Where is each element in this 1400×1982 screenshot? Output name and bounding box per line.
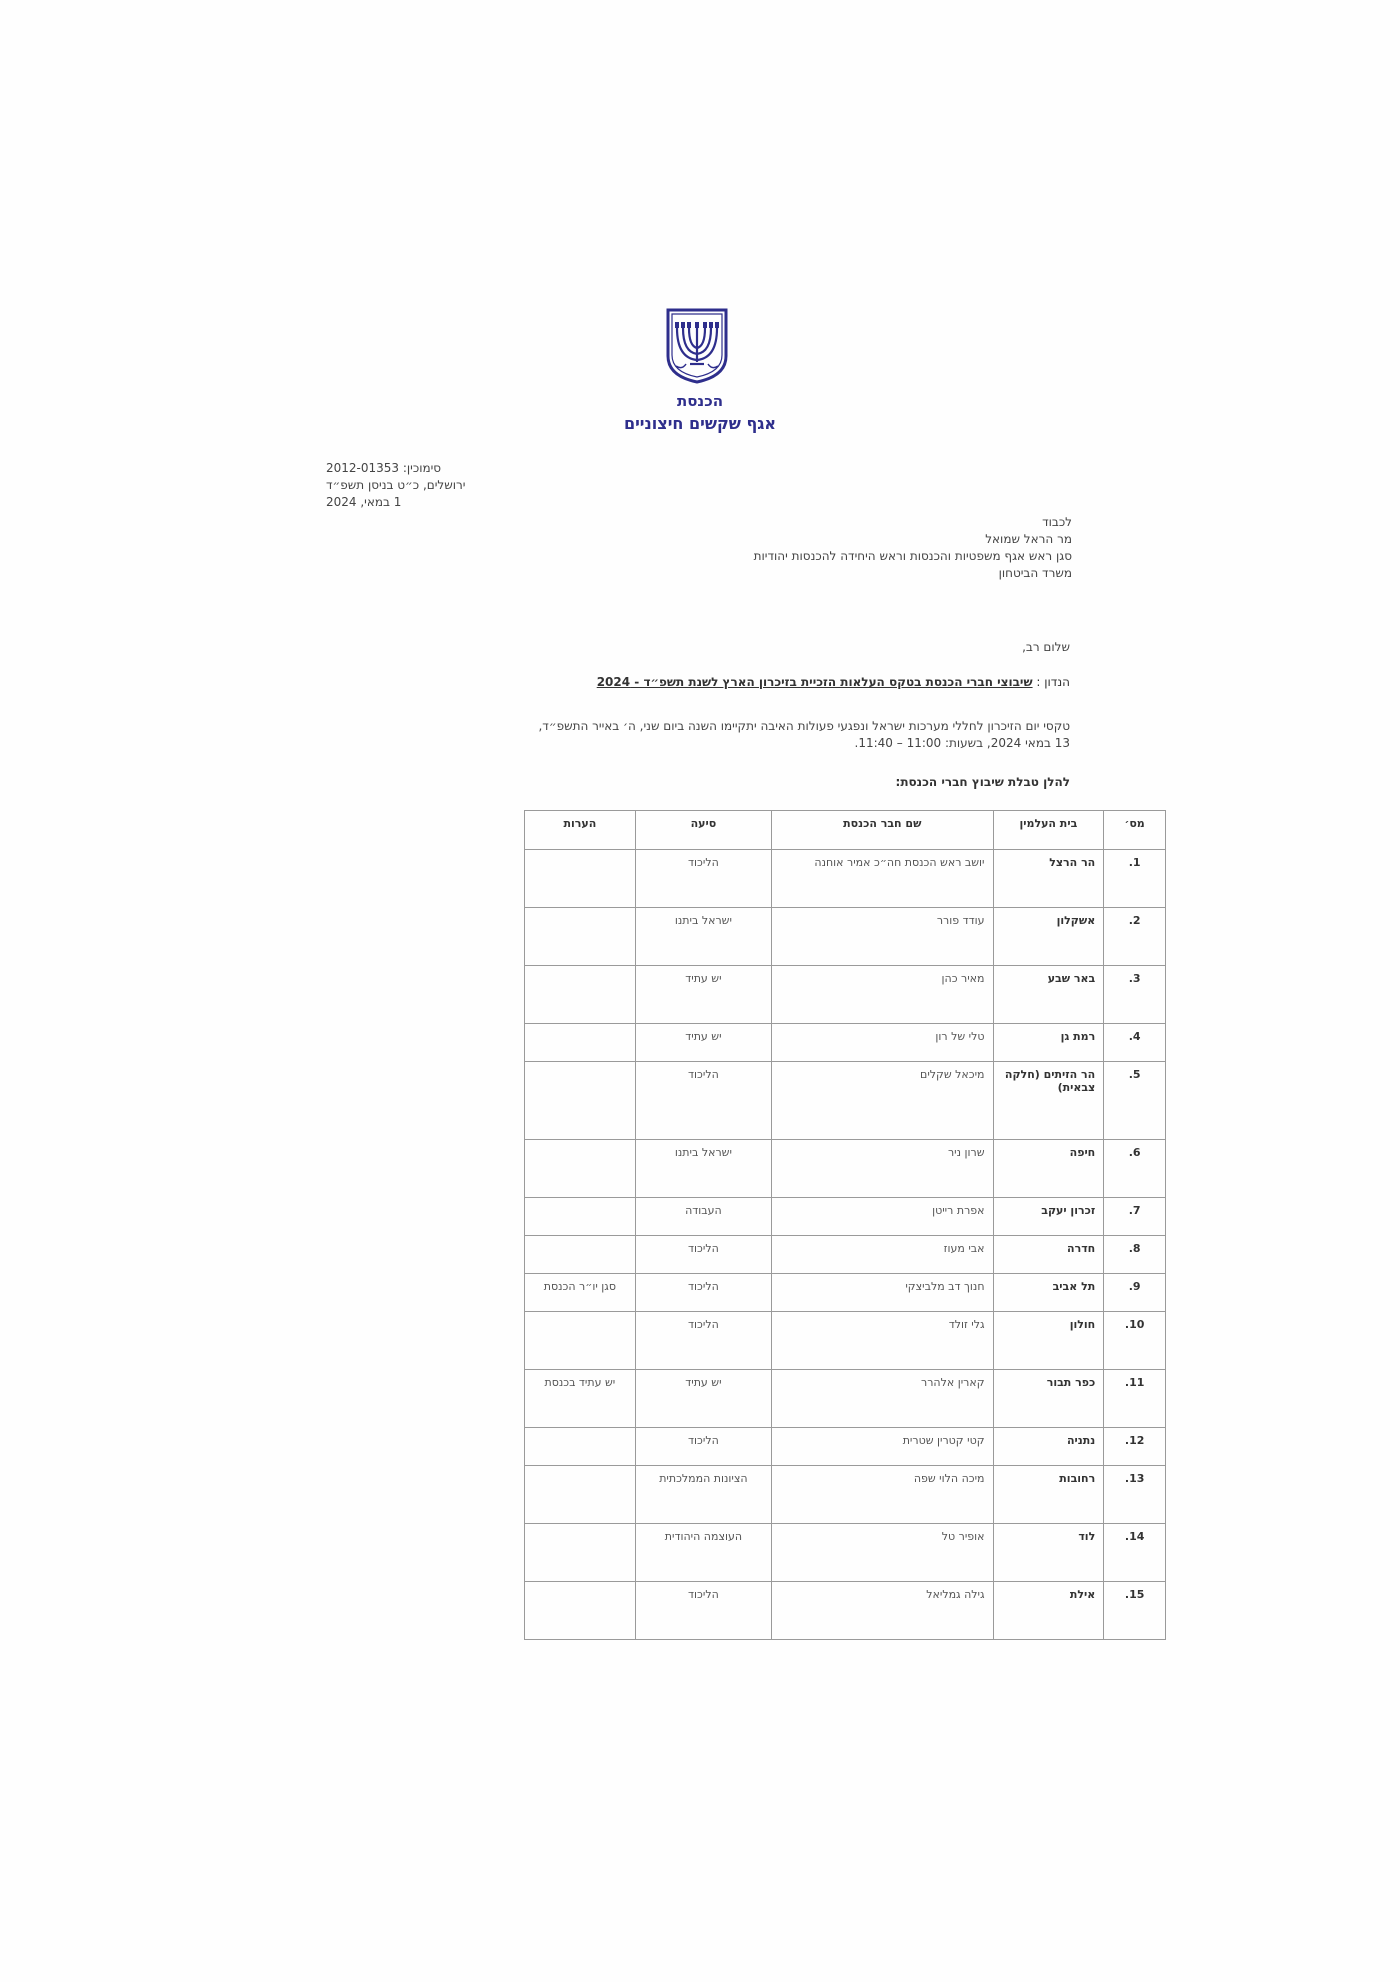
cell-party: העבודה: [635, 1198, 771, 1236]
cell-party: הליכוד: [635, 1062, 771, 1140]
recipient-to: לכבוד: [1042, 515, 1072, 529]
cell-notes: [525, 1140, 636, 1198]
cell-num: 7.: [1104, 1198, 1166, 1236]
cell-member-name: מאיר כהן: [772, 966, 993, 1024]
cell-place: כפר תבור: [993, 1370, 1104, 1428]
cell-place: נתניה: [993, 1428, 1104, 1466]
cell-notes: [525, 1062, 636, 1140]
table-body: [525, 850, 1166, 1640]
cell-num: 2.: [1104, 908, 1166, 966]
cell-party: הליכוד: [635, 1312, 771, 1370]
table-row: [525, 1274, 1166, 1312]
cell-place: הר הרצל: [993, 850, 1104, 908]
cell-num: 3.: [1104, 966, 1166, 1024]
cell-notes: [525, 908, 636, 966]
cell-party: הליכוד: [635, 850, 771, 908]
cell-member-name: מיכאל שקלים: [772, 1062, 993, 1140]
cell-place: הר הזיתים (חלקה צבאית): [993, 1062, 1104, 1140]
hebrew-date: ירושלים, כ״ט בניסן תשפ״ד: [326, 478, 466, 492]
cell-notes: [525, 1236, 636, 1274]
cell-party: יש עתיד: [635, 1370, 771, 1428]
body-paragraph: [310, 718, 1070, 752]
cell-member-name: אבי מעוז: [772, 1236, 993, 1274]
cell-notes: סגן יו״ר הכנסת: [525, 1274, 636, 1312]
cell-member-name: אפרת רייטן: [772, 1198, 993, 1236]
cell-member-name: עודד פורר: [772, 908, 993, 966]
cell-notes: [525, 1198, 636, 1236]
table-header-row: [525, 811, 1166, 850]
cell-member-name: מיכה הלוי שפה: [772, 1466, 993, 1524]
list-intro: להלן טבלת שיבוץ חברי הכנסת:: [895, 775, 1070, 789]
cell-place: זכרון יעקב: [993, 1198, 1104, 1236]
recipient-office: משרד הביטחון: [998, 566, 1072, 580]
cell-place: אשקלון: [993, 908, 1104, 966]
header-num: מס׳: [1104, 811, 1166, 850]
cell-place: אילת: [993, 1582, 1104, 1640]
cell-member-name: יושב ראש הכנסת חה״כ אמיר אוחנה: [772, 850, 993, 908]
cell-notes: [525, 850, 636, 908]
header-party: סיעה: [635, 811, 771, 850]
cell-place: לוד: [993, 1524, 1104, 1582]
cell-party: ישראל ביתנו: [635, 1140, 771, 1198]
table-row: [525, 1236, 1166, 1274]
cell-member-name: טלי של רון: [772, 1024, 993, 1062]
table-row: [525, 966, 1166, 1024]
body-line-1: טקסי יום הזיכרון לחללי מערכות ישראל ונפגעי פעולות האיבה יתקיימו השנה ביום שני, ה׳ באייר התשפ״ד,: [538, 719, 1070, 733]
cell-num: 14.: [1104, 1524, 1166, 1582]
recipient-title: סגן ראש אגף משפטיות והכנסות וראש היחידה להכנסות יהודיות: [753, 549, 1072, 563]
cell-party: הציונות הממלכתית: [635, 1466, 771, 1524]
cell-member-name: קארין אלהרר: [772, 1370, 993, 1428]
cell-place: רחובות: [993, 1466, 1104, 1524]
cell-place: באר שבע: [993, 966, 1104, 1024]
org-department: אגף שקשים חיצוניים: [623, 414, 777, 433]
cell-member-name: גילה גמליאל: [772, 1582, 993, 1640]
table-row: [525, 1062, 1166, 1140]
members-table-wrapper: [524, 810, 1166, 1640]
cell-party: יש עתיד: [635, 1024, 771, 1062]
reference-number: סימוכין: 2012-01353: [326, 461, 442, 475]
table-row: [525, 1466, 1166, 1524]
recipient-name: מר הראל שמואל: [985, 532, 1072, 546]
header-place: בית העלמין: [993, 811, 1104, 850]
cell-party: הליכוד: [635, 1236, 771, 1274]
cell-num: 10.: [1104, 1312, 1166, 1370]
table-row: [525, 1140, 1166, 1198]
gregorian-date: 1 במאי, 2024: [326, 495, 402, 509]
cell-member-name: שרון ניר: [772, 1140, 993, 1198]
cell-place: תל אביב: [993, 1274, 1104, 1312]
cell-notes: [525, 966, 636, 1024]
cell-member-name: קטי קטרין שטרית: [772, 1428, 993, 1466]
cell-num: 1.: [1104, 850, 1166, 908]
body-line-2: 13 במאי 2024, בשעות: 11:00 – 11:40.: [854, 736, 1070, 750]
state-emblem-icon: [662, 306, 732, 384]
table-row: [525, 1524, 1166, 1582]
cell-party: ישראל ביתנו: [635, 908, 771, 966]
cell-num: 11.: [1104, 1370, 1166, 1428]
subject-text: שיבוצי חברי הכנסת בטקס העלאות הזכיית בזיכרון הארץ לשנת תשפ״ד - 2024: [596, 675, 1033, 689]
cell-party: יש עתיד: [635, 966, 771, 1024]
cell-notes: [525, 1582, 636, 1640]
table-row: [525, 1198, 1166, 1236]
cell-member-name: גלי זולד: [772, 1312, 993, 1370]
cell-place: חדרה: [993, 1236, 1104, 1274]
cell-num: 6.: [1104, 1140, 1166, 1198]
cell-place: חיפה: [993, 1140, 1104, 1198]
cell-member-name: חנוך דב מלביצקי: [772, 1274, 993, 1312]
table-row: [525, 850, 1166, 908]
cell-member-name: אופיר טל: [772, 1524, 993, 1582]
cell-notes: [525, 1466, 636, 1524]
cell-notes: [525, 1428, 636, 1466]
cell-notes: [525, 1524, 636, 1582]
table-row: [525, 1370, 1166, 1428]
header-name: שם חבר הכנסת: [772, 811, 993, 850]
cell-party: הליכוד: [635, 1582, 771, 1640]
cell-num: 8.: [1104, 1236, 1166, 1274]
table-row: [525, 1582, 1166, 1640]
table-row: [525, 1312, 1166, 1370]
greeting: שלום רב,: [1022, 640, 1070, 654]
cell-notes: [525, 1312, 636, 1370]
members-table: [524, 810, 1166, 1640]
cell-party: העוצמה היהודית: [635, 1524, 771, 1582]
cell-party: הליכוד: [635, 1428, 771, 1466]
cell-notes: [525, 1024, 636, 1062]
org-name: הכנסת: [676, 392, 724, 410]
table-row: [525, 1024, 1166, 1062]
recipient-block: [552, 514, 1072, 582]
cell-place: חולון: [993, 1312, 1104, 1370]
cell-place: רמת גן: [993, 1024, 1104, 1062]
cell-num: 15.: [1104, 1582, 1166, 1640]
header-notes: הערות: [525, 811, 636, 850]
cell-num: 4.: [1104, 1024, 1166, 1062]
cell-num: 5.: [1104, 1062, 1166, 1140]
table-row: [525, 908, 1166, 966]
subject-label: הנדון :: [1036, 675, 1070, 689]
subject-line: [310, 675, 1070, 689]
cell-num: 13.: [1104, 1466, 1166, 1524]
cell-notes: יש עתיד בכנסת: [525, 1370, 636, 1428]
cell-num: 9.: [1104, 1274, 1166, 1312]
table-row: [525, 1428, 1166, 1466]
reference-block: [326, 460, 556, 511]
cell-party: הליכוד: [635, 1274, 771, 1312]
cell-num: 12.: [1104, 1428, 1166, 1466]
